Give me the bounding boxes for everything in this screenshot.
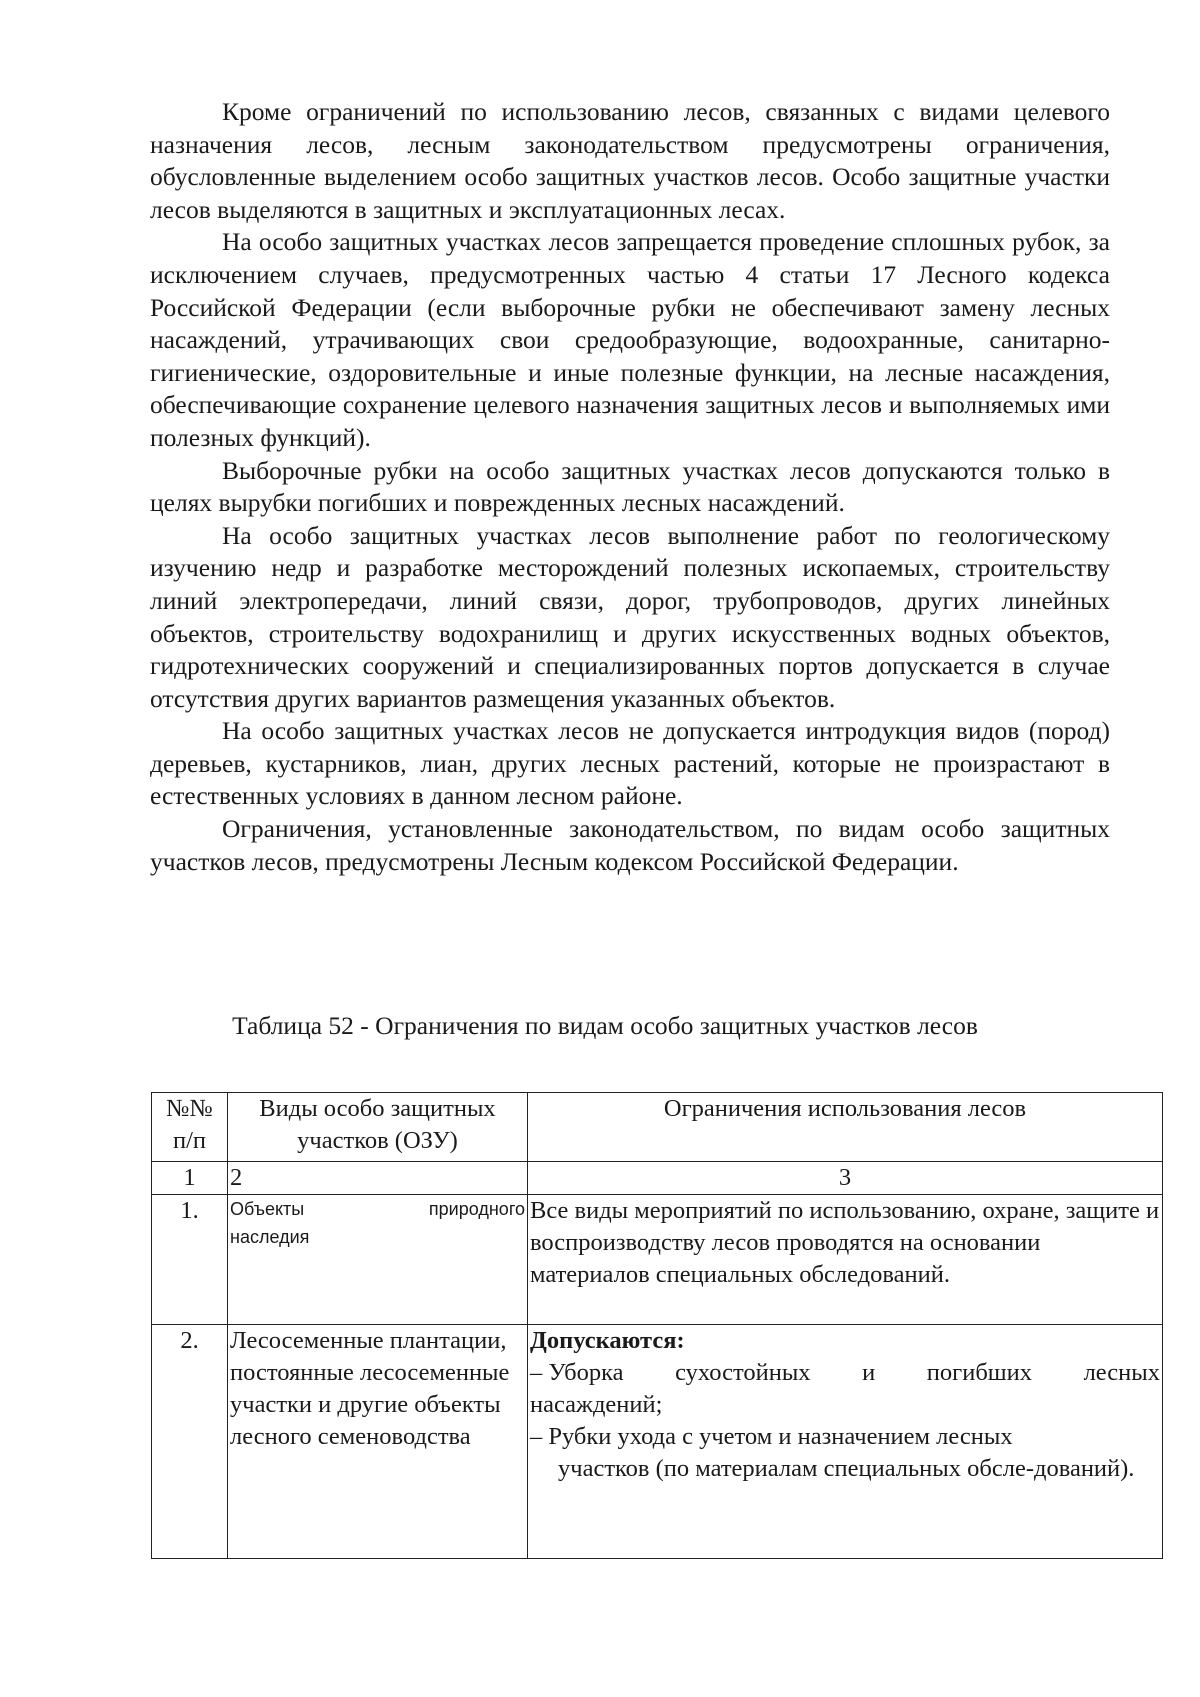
col-number-3: 3 (528, 1162, 1163, 1195)
paragraph-3: Выборочные рубки на особо защитных участках лесов допускаются только в целях вырубки погибших и поврежденных лесных насаждений. (150, 455, 1110, 518)
paragraph-1: Кроме ограничений по использованию лесов, связанных с видами целевого назначения лесов, лесным законодательством предусмотрены ограничения, обусловленные выделением особо защитных участков лесов. Особо защитные участки лесов выделяются в защитных и эксплуатационных лесах. (150, 97, 1110, 224)
restriction-item-2-rest: участков (по материалам специальных обсле-дований). (558, 1455, 1135, 1482)
paragraph-6: Ограничения, установленные законодательством, по видам особо защитных участков лесов, предусмотрены Лесным кодексом Российской Федерации. (150, 814, 1110, 876)
column-number-row (152, 1162, 1163, 1195)
restriction-heading: Допускаются: (530, 1327, 685, 1354)
body-text (150, 96, 1110, 878)
header-ozu-type: Виды особо защитных участков (ОЗУ) (228, 1093, 528, 1162)
restriction-item-2-first-line: – Рубки ухода с учетом и назначением лесных (530, 1423, 1013, 1450)
row-number: 1. (152, 1195, 228, 1325)
header-number: №№ п/п (152, 1093, 228, 1162)
ozu-type-word: Объекты (230, 1199, 305, 1219)
restriction-cell (528, 1325, 1163, 1559)
restriction-word: и (862, 1359, 876, 1386)
restriction-word: погибших (926, 1359, 1033, 1386)
ozu-type-rest: наследия (230, 1227, 310, 1247)
paragraph-4: На особо защитных участках лесов выполнение работ по геологическому изучению недр и разработке месторождений полезных ископаемых, строительству линий электропередачи, линий связи, дорог, трубопроводов, других линейных объектов, строительству водохранилищ и других искусственных водных объектов, гидротехнических сооружений и специализированных портов допускается в случае отсутствия других вариантов размещения указанных объектов. (150, 520, 1110, 713)
paragraph-5: На особо защитных участках лесов не допускается интродукция видов (пород) деревьев, кустарников, лиан, других лесных растений, которые не произрастают в естественных условиях в данном лесном районе. (150, 716, 1110, 811)
ozu-type-first-line (230, 1195, 525, 1223)
row-number: 2. (152, 1325, 228, 1559)
header-restrictions: Ограничения использования лесов (528, 1093, 1163, 1162)
restriction-word: лесных (1083, 1359, 1160, 1386)
col-number-1: 1 (152, 1162, 228, 1195)
restriction-word: сухостойных (675, 1359, 811, 1386)
restriction-item-1-first-line (530, 1357, 1160, 1389)
col-number-2: 2 (228, 1162, 528, 1195)
restrictions-table (151, 1092, 1163, 1559)
ozu-type-word: природного (428, 1199, 525, 1219)
restriction-word: – Уборка (530, 1359, 624, 1386)
table-row (152, 1325, 1163, 1559)
restriction-cell: Все виды мероприятий по использованию, охране, защите и воспроизводству лесов проводятся на основании материалов специальных обследований. (528, 1195, 1163, 1325)
ozu-type-cell: Лесосеменные плантации, постоянные лесосеменные участки и другие объекты лесного семеноводства (228, 1325, 528, 1559)
restriction-item-1-rest: насаждений; (530, 1391, 663, 1418)
table-header-row (152, 1093, 1163, 1162)
table-row (152, 1195, 1163, 1325)
table-caption: Таблица 52 - Ограничения по видам особо защитных участков лесов (232, 1011, 978, 1040)
paragraph-2: На особо защитных участках лесов запрещается проведение сплошных рубок, за исключением случаев, предусмотренных частью 4 статьи 17 Лесного кодекса Российской Федерации (если выборочные рубки не обеспечивают замену лесных насаждений, утрачивающих свои средообразующие, водоохранные, санитарно-гигиенические, оздоровительные и иные полезные функции, на лесные насаждения, обеспечивающие сохранение целевого назначения защитных лесов и выполняемых ими полезных функций). (150, 227, 1110, 452)
ozu-type-cell (228, 1195, 528, 1325)
